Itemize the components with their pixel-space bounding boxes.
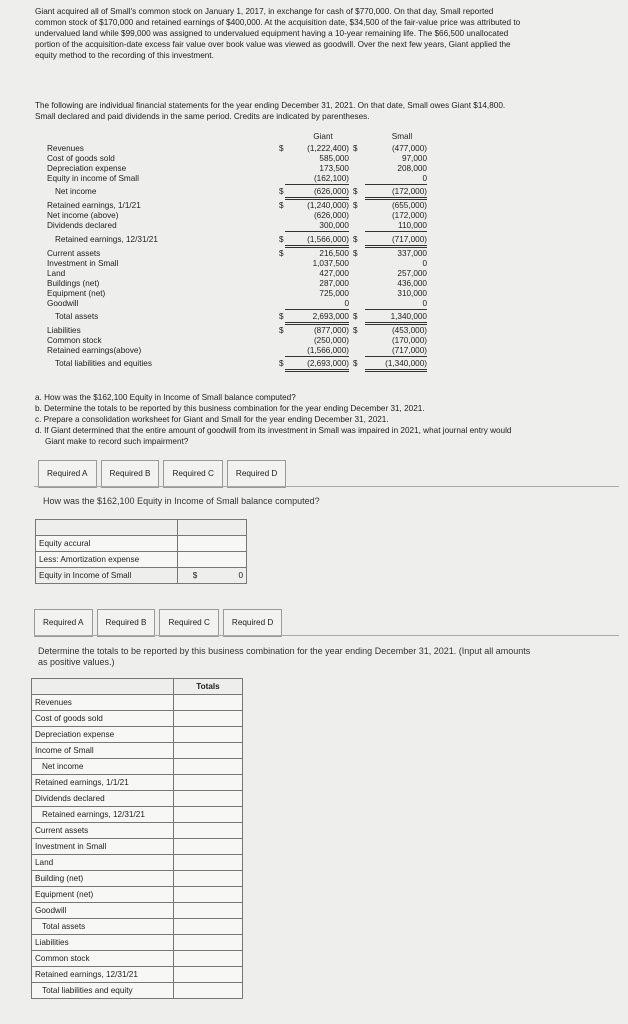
req-b-total-input[interactable] — [174, 823, 243, 839]
req-b-total-input[interactable] — [174, 759, 243, 775]
small-value: 0 — [422, 259, 427, 268]
question-d: d. If Giant determined that the entire amount of goodwill from its investment in Small was impaired in 2021, what journal entry would — [35, 426, 512, 435]
small-value: 1,340,000 — [365, 312, 427, 325]
small-value: 436,000 — [397, 279, 427, 288]
req-b-total-input[interactable] — [174, 855, 243, 871]
giant-value: (626,000) — [313, 211, 349, 220]
req-b-total-input[interactable] — [174, 791, 243, 807]
req-b-label-input[interactable]: Total liabilities and equity — [32, 983, 174, 999]
giant-dollar-sign: $ — [279, 249, 284, 258]
req-b-label-input[interactable]: Cost of goods sold — [32, 711, 174, 727]
req-a-label-input[interactable]: Less: Amortization expense — [36, 552, 178, 568]
giant-dollar-sign: $ — [279, 201, 284, 210]
tab-required-b[interactable]: Required B — [101, 460, 160, 488]
req-b-label-input[interactable]: Equipment (net) — [32, 887, 174, 903]
req-b-label-input[interactable]: Retained earnings, 1/1/21 — [32, 775, 174, 791]
small-dollar-sign: $ — [353, 312, 358, 321]
small-value: 310,000 — [397, 289, 427, 298]
intro-line: The following are individual financial statements for the year ending December 31, 2021. On that date, Small owes Giant $14,800. — [35, 101, 506, 110]
req-b-label-input[interactable]: Depreciation expense — [32, 727, 174, 743]
req-b-prompt — [38, 646, 623, 668]
statement-label: Retained earnings(above) — [47, 346, 142, 355]
giant-value: (1,566,000) — [285, 346, 349, 357]
table-row — [32, 711, 243, 727]
table-row — [36, 552, 247, 568]
giant-dollar-sign: $ — [279, 144, 284, 153]
small-value: 208,000 — [397, 164, 427, 173]
req-b-label-input[interactable]: Net income — [32, 759, 174, 775]
req-b-prompt-line: Determine the totals to be reported by this business combination for the year ending December 31, 2021. (Input all amounts — [38, 646, 531, 656]
table-row — [32, 855, 243, 871]
req-a-label-input[interactable]: Equity accural — [36, 536, 178, 552]
small-dollar-sign: $ — [353, 144, 358, 153]
col-header-small: Small — [391, 132, 413, 141]
small-value: (172,000) — [391, 211, 427, 220]
tab-required-d[interactable]: Required D — [227, 460, 286, 488]
table-row — [36, 568, 247, 584]
table-row — [36, 536, 247, 552]
small-dollar-sign: $ — [353, 326, 358, 335]
tab-required-c[interactable]: Required C — [163, 460, 222, 488]
req-b-total-input[interactable] — [174, 839, 243, 855]
statement-row — [47, 299, 427, 309]
statement-row — [47, 211, 427, 221]
question-c: c. Prepare a consolidation worksheet for Giant and Small for the year ending December 31, 2021. — [35, 415, 389, 424]
table-row — [32, 791, 243, 807]
statement-row — [47, 174, 427, 184]
giant-value: 427,000 — [319, 269, 349, 278]
small-dollar-sign: $ — [353, 201, 358, 210]
req-b-total-input[interactable] — [174, 903, 243, 919]
intro-paragraph-1 — [35, 6, 615, 61]
giant-value: 725,000 — [319, 289, 349, 298]
small-value: (170,000) — [391, 336, 427, 345]
small-value: 337,000 — [397, 249, 427, 258]
req-b-total-input[interactable] — [174, 967, 243, 983]
req-b-label-input[interactable]: Dividends declared — [32, 791, 174, 807]
statement-row — [47, 269, 427, 279]
tab-required-b[interactable]: Required B — [97, 609, 156, 637]
req-b-total-input[interactable] — [174, 711, 243, 727]
small-value: 97,000 — [401, 154, 427, 163]
intro-line: Giant acquired all of Small's common stock on January 1, 2017, in exchange for cash of $770,000. On that day, Small reported — [35, 7, 494, 16]
req-a-total-dollar: $ — [178, 568, 213, 584]
table-row — [32, 807, 243, 823]
req-b-table — [31, 678, 243, 999]
statement-label: Total assets — [55, 312, 99, 321]
giant-dollar-sign: $ — [279, 187, 284, 196]
table-row — [32, 775, 243, 791]
intro-line: undervalued land while $99,000 was assigned to undervalued equipment having a 10-year remaining life. The $66,500 unallocated — [35, 29, 509, 38]
intro-line: common stock of $170,000 and retained earnings of $400,000. At the acquisition date, $34,500 of the fair-value price was attributed to — [35, 18, 521, 27]
giant-value: (877,000) — [313, 326, 349, 335]
giant-dollar-sign: $ — [279, 312, 284, 321]
col-header-giant: Giant — [313, 132, 333, 141]
question-a: a. How was the $162,100 Equity in Income of Small balance computed? — [35, 393, 296, 402]
statement-row — [47, 154, 427, 164]
giant-value: (162,100) — [285, 174, 349, 185]
statement-label: Equity in income of Small — [47, 174, 139, 183]
questions-list — [35, 392, 620, 447]
req-a-header-row — [36, 520, 247, 536]
req-b-total-input[interactable] — [174, 743, 243, 759]
intro-line: portion of the acquisition-date excess fair value over book value was viewed as goodwill. Over the next few years, Giant applied the — [35, 40, 511, 49]
req-b-total-input[interactable] — [174, 775, 243, 791]
tab-bar-divider — [34, 486, 619, 487]
req-b-label-input[interactable]: Goodwill — [32, 903, 174, 919]
req-b-label-input[interactable]: Current assets — [32, 823, 174, 839]
statement-label: Retained earnings, 1/1/21 — [47, 201, 141, 210]
intro-line: Small declared and paid dividends in the same period. Credits are indicated by parentheses. — [35, 112, 370, 121]
statement-label: Buildings (net) — [47, 279, 100, 288]
question-d-cont: Giant make to record such impairment? — [45, 437, 189, 446]
table-row — [32, 823, 243, 839]
giant-value: 2,693,000 — [285, 312, 349, 325]
table-row — [32, 967, 243, 983]
req-a-amount-input[interactable] — [178, 552, 247, 568]
statement-row — [47, 164, 427, 174]
giant-value: (1,222,400) — [307, 144, 349, 153]
small-value: (655,000) — [391, 201, 427, 210]
statement-label: Net income — [55, 187, 97, 196]
giant-value: (1,566,000) — [285, 235, 349, 248]
req-a-total-label: Equity in Income of Small — [36, 568, 178, 584]
req-b-total-input[interactable] — [174, 807, 243, 823]
tab-required-a[interactable]: Required A — [34, 609, 93, 637]
table-row — [32, 727, 243, 743]
table-row — [32, 871, 243, 887]
tab-required-c[interactable]: Required C — [159, 609, 218, 637]
statement-row — [47, 346, 427, 356]
statement-label: Cost of goods sold — [47, 154, 115, 163]
statement-row — [47, 187, 427, 197]
table-row — [32, 951, 243, 967]
statement-label: Total liabilities and equities — [55, 359, 152, 368]
giant-dollar-sign: $ — [279, 235, 284, 244]
small-value: (1,340,000) — [365, 359, 427, 372]
small-value: (477,000) — [391, 144, 427, 153]
small-value: 110,000 — [365, 221, 427, 232]
tab-required-d[interactable]: Required D — [223, 609, 282, 637]
req-b-label-input[interactable]: Investment in Small — [32, 839, 174, 855]
req-b-label-input[interactable]: Land — [32, 855, 174, 871]
giant-dollar-sign: $ — [279, 326, 284, 335]
giant-value: (626,000) — [285, 187, 349, 200]
req-b-label-input[interactable]: Income of Small — [32, 743, 174, 759]
small-value: (453,000) — [391, 326, 427, 335]
giant-value: (2,693,000) — [285, 359, 349, 372]
statement-row — [47, 249, 427, 259]
req-b-total-input[interactable] — [174, 919, 243, 935]
small-value: 0 — [365, 174, 427, 185]
req-b-total-input[interactable] — [174, 695, 243, 711]
req-b-prompt-line: as positive values.) — [38, 657, 115, 667]
req-b-label-input[interactable]: Building (net) — [32, 871, 174, 887]
small-value: (172,000) — [365, 187, 427, 200]
tab-bar-1 — [38, 460, 290, 488]
req-b-header-row — [32, 679, 243, 695]
statement-row — [47, 326, 427, 336]
statement-row — [47, 312, 427, 322]
table-row — [32, 695, 243, 711]
statement-label: Retained earnings, 12/31/21 — [55, 235, 158, 244]
giant-value: (250,000) — [313, 336, 349, 345]
giant-dollar-sign: $ — [279, 359, 284, 368]
req-b-total-input[interactable] — [174, 727, 243, 743]
req-a-prompt: How was the $162,100 Equity in Income of Small balance computed? — [43, 496, 320, 506]
req-b-total-input[interactable] — [174, 887, 243, 903]
giant-value: 300,000 — [285, 221, 349, 232]
statement-label: Depreciation expense — [47, 164, 127, 173]
req-a-total-value: 0 — [212, 568, 247, 584]
req-b-total-input[interactable] — [174, 983, 243, 999]
req-b-label-input[interactable]: Retained earnings, 12/31/21 — [32, 807, 174, 823]
table-row — [32, 839, 243, 855]
req-a-amount-input[interactable] — [178, 536, 247, 552]
question-b: b. Determine the totals to be reported by this business combination for the year ending December 31, 2021. — [35, 404, 425, 413]
statement-label: Investment in Small — [47, 259, 119, 268]
statement-row — [47, 201, 427, 211]
intro-line: equity method to the recording of this investment. — [35, 51, 214, 60]
statement-label: Net income (above) — [47, 211, 119, 220]
req-b-label-input[interactable]: Revenues — [32, 695, 174, 711]
req-b-label-input[interactable]: Common stock — [32, 951, 174, 967]
table-row — [32, 759, 243, 775]
giant-value: 216,500 — [319, 249, 349, 258]
statement-label: Common stock — [47, 336, 102, 345]
small-dollar-sign: $ — [353, 187, 358, 196]
small-value: 0 — [365, 299, 427, 310]
req-a-table — [35, 519, 247, 584]
req-b-total-input[interactable] — [174, 935, 243, 951]
statement-row — [47, 221, 427, 231]
statement-row — [47, 279, 427, 289]
giant-value: (1,240,000) — [307, 201, 349, 210]
statement-row — [47, 144, 427, 154]
small-value: (717,000) — [365, 235, 427, 248]
small-dollar-sign: $ — [353, 249, 358, 258]
statement-label: Dividends declared — [47, 221, 117, 230]
statement-label: Goodwill — [47, 299, 79, 308]
table-row — [32, 983, 243, 999]
req-b-label-input[interactable]: Liabilities — [32, 935, 174, 951]
statement-label: Land — [47, 269, 66, 278]
small-dollar-sign: $ — [353, 235, 358, 244]
giant-value: 1,037,500 — [312, 259, 349, 268]
req-b-totals-header: Totals — [174, 679, 243, 695]
giant-value: 585,000 — [319, 154, 349, 163]
statement-label: Current assets — [47, 249, 101, 258]
intro-paragraph-2 — [35, 100, 615, 122]
giant-value: 0 — [285, 299, 349, 310]
table-row — [32, 903, 243, 919]
statement-row — [47, 289, 427, 299]
statement-label: Revenues — [47, 144, 84, 153]
req-b-total-input[interactable] — [174, 951, 243, 967]
tab-bar-2 — [34, 609, 286, 637]
statement-row — [47, 235, 427, 245]
statement-row — [47, 359, 427, 369]
table-row — [32, 935, 243, 951]
tab-required-a[interactable]: Required A — [38, 460, 97, 488]
req-b-label-input[interactable]: Retained earnings, 12/31/21 — [32, 967, 174, 983]
req-b-header-blank — [32, 679, 174, 695]
statement-row — [47, 336, 427, 346]
table-row — [32, 919, 243, 935]
giant-value: 287,000 — [319, 279, 349, 288]
req-b-total-input[interactable] — [174, 871, 243, 887]
statement-label: Liabilities — [47, 326, 81, 335]
table-row — [32, 887, 243, 903]
giant-value: 173,500 — [319, 164, 349, 173]
tab-bar-divider — [34, 635, 619, 636]
small-value: 257,000 — [397, 269, 427, 278]
req-b-label-input[interactable]: Total assets — [32, 919, 174, 935]
small-dollar-sign: $ — [353, 359, 358, 368]
statement-row — [47, 259, 427, 269]
table-row — [32, 743, 243, 759]
statement-label: Equipment (net) — [47, 289, 106, 298]
small-value: (717,000) — [365, 346, 427, 357]
